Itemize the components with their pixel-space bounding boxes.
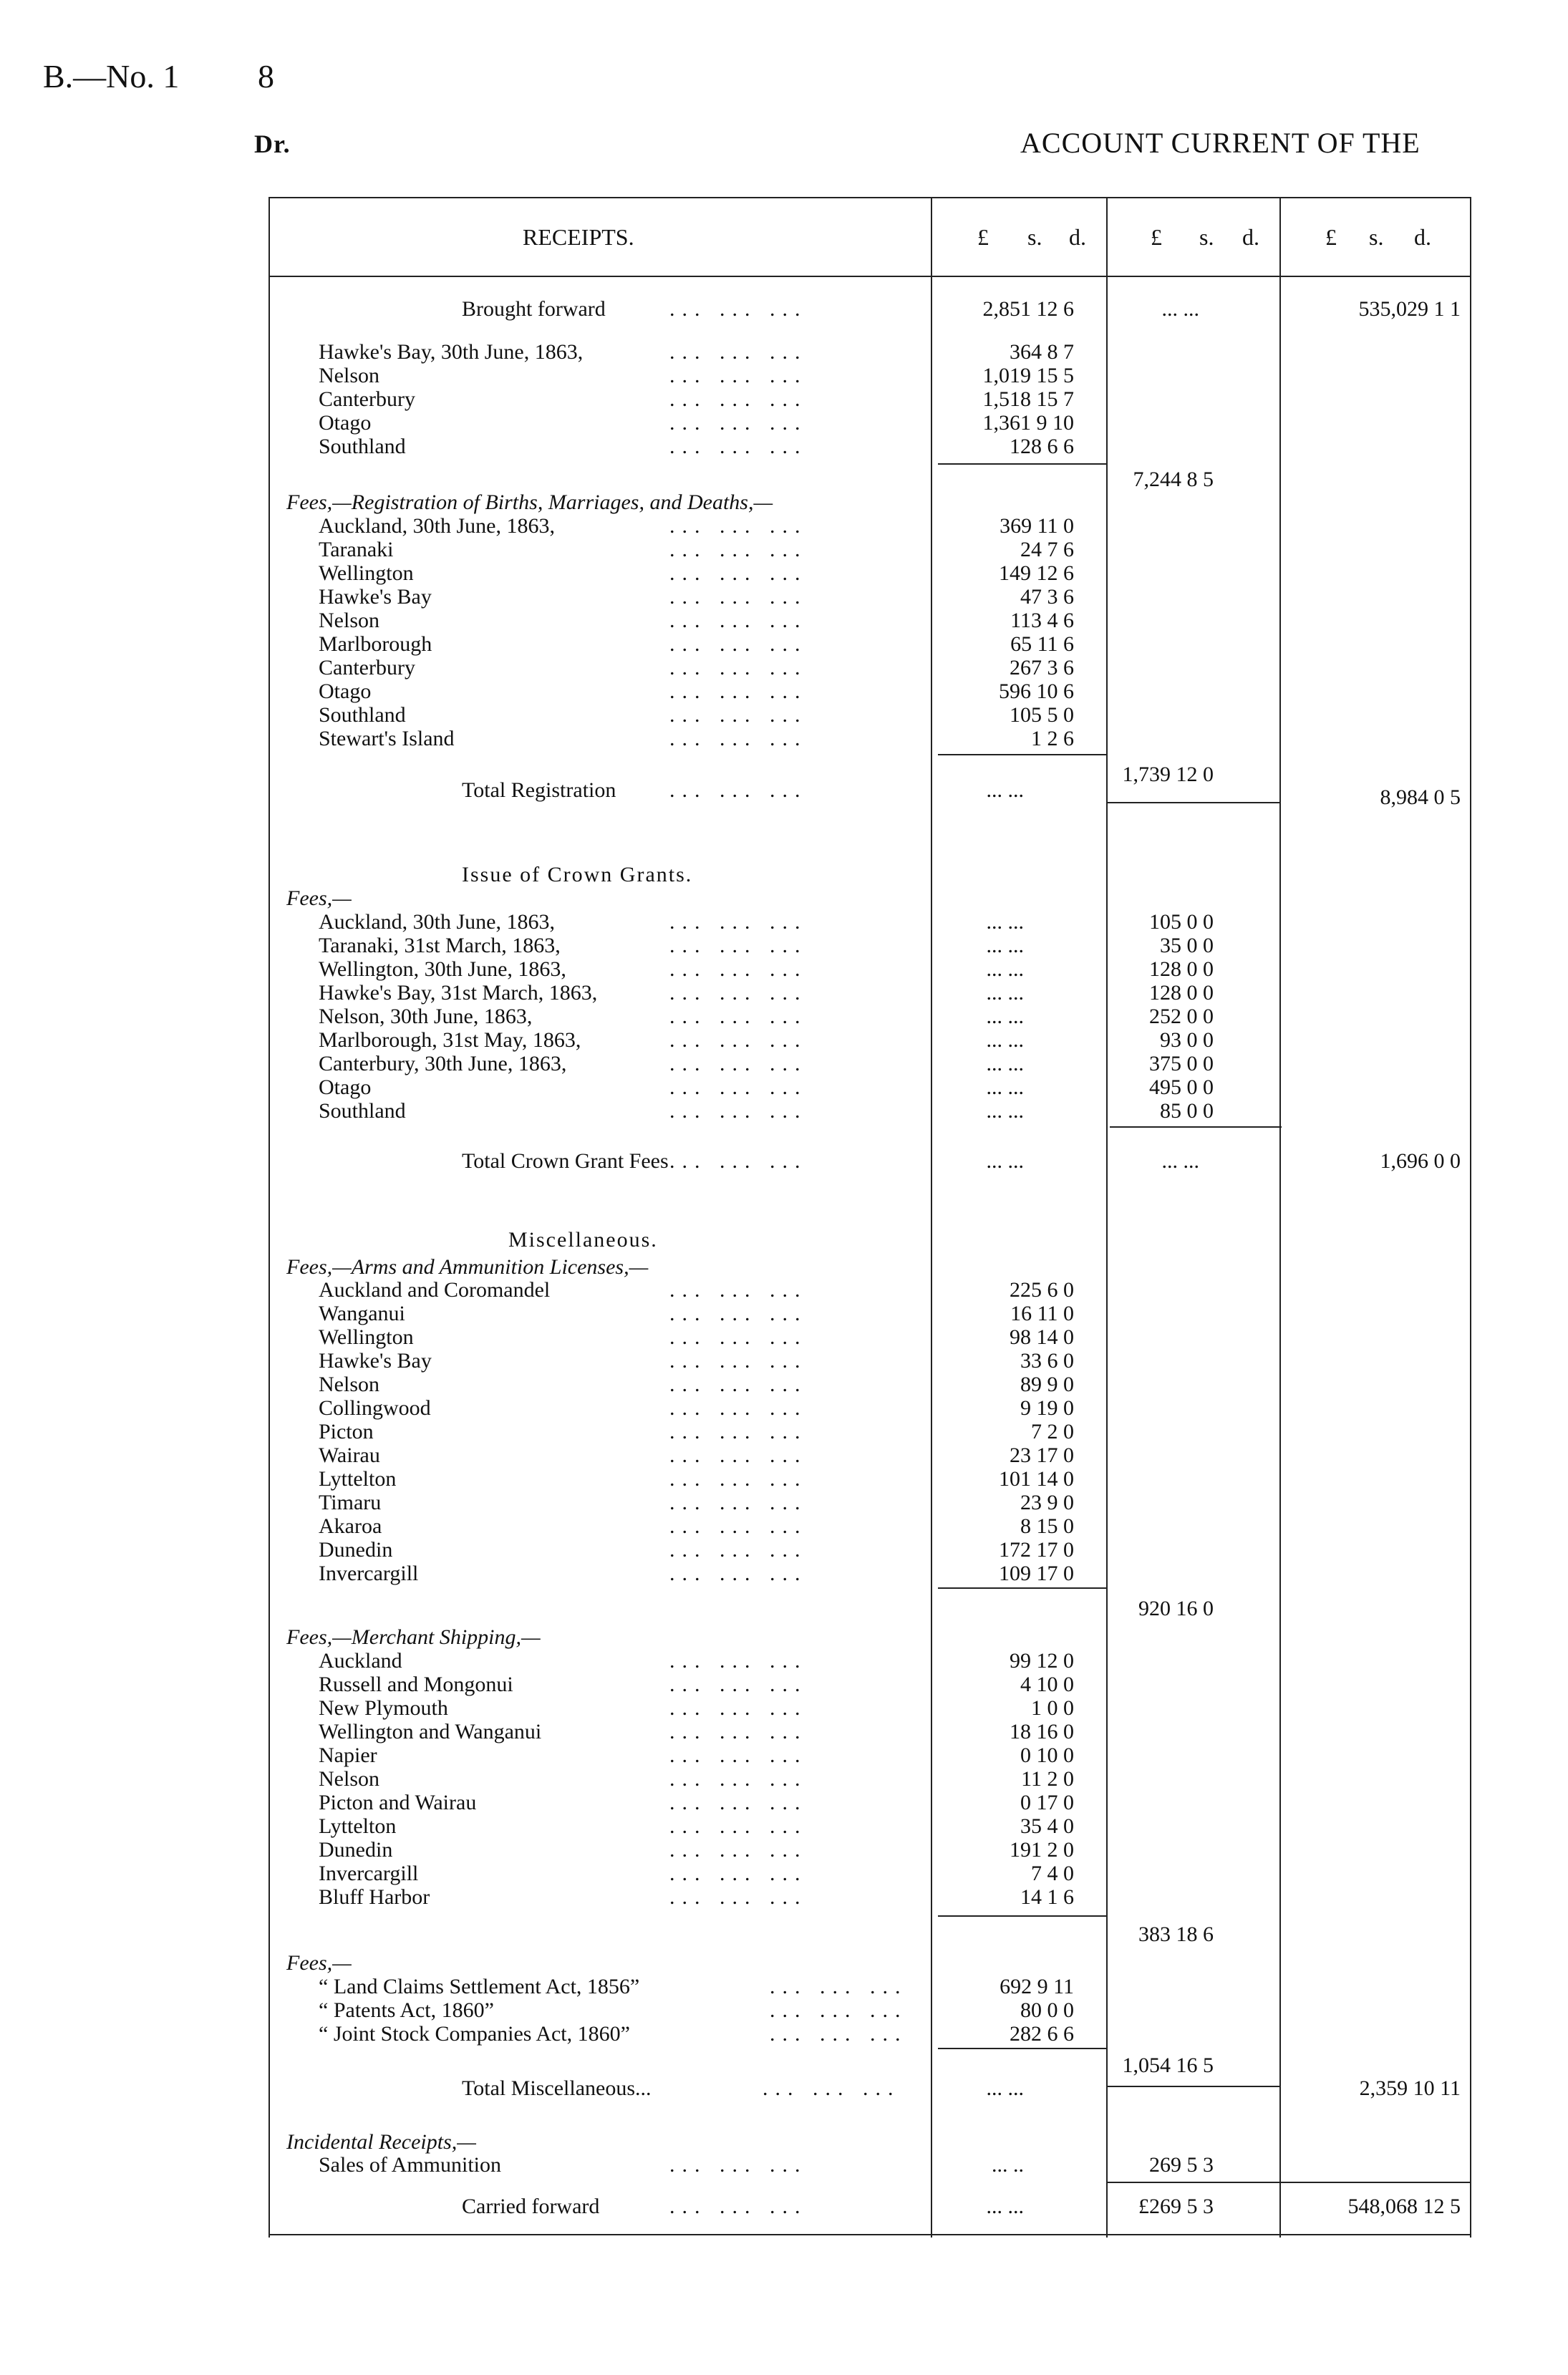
leader-dots: ... ... ... bbox=[669, 1673, 808, 1696]
pence-header: d. bbox=[1069, 224, 1086, 250]
row-label: Hawke's Bay, 30th June, 1863, bbox=[319, 340, 584, 364]
brought-forward-c3: 535,029 1 1 bbox=[1358, 297, 1461, 321]
row-label: Hawke's Bay bbox=[319, 585, 432, 609]
row-amount: 85 0 0 bbox=[1160, 1099, 1214, 1123]
row-label: Canterbury, 30th June, 1863, bbox=[319, 1052, 567, 1075]
receipts-heading: RECEIPTS. bbox=[523, 224, 634, 250]
row-label: Invercargill bbox=[319, 1562, 419, 1585]
row-amount: 105 0 0 bbox=[1149, 910, 1214, 934]
row-label: Hawke's Bay bbox=[319, 1349, 432, 1373]
leader-dots: ... ... ... bbox=[669, 1099, 808, 1123]
row-label: “ Joint Stock Companies Act, 1860” bbox=[319, 2022, 630, 2046]
row-label: Bluff Harbor bbox=[319, 1885, 430, 1909]
row-label: Akaroa bbox=[319, 1514, 382, 1538]
page-reference: B.—No. 1 bbox=[43, 58, 180, 95]
row-amount: 1,518 15 7 bbox=[982, 387, 1074, 411]
row-amount: 14 1 6 bbox=[1020, 1885, 1074, 1909]
row-label: Nelson bbox=[319, 364, 379, 387]
incidental-amount: 269 5 3 bbox=[1149, 2153, 1214, 2177]
brought-forward-label: Brought forward bbox=[462, 297, 606, 321]
leader-dots: ... ... ... bbox=[770, 2022, 908, 2046]
row-label: Hawke's Bay, 31st March, 1863, bbox=[319, 981, 598, 1005]
leader-dots: ... ... ... bbox=[669, 2153, 808, 2177]
row-amount: 101 14 0 bbox=[999, 1467, 1074, 1491]
row-amount: 33 6 0 bbox=[1020, 1349, 1074, 1373]
brought-forward-c2: ... ... bbox=[1161, 297, 1199, 321]
leader-dots: ... ... ... bbox=[669, 1814, 808, 1838]
acts-fees-heading: Fees,— bbox=[286, 1951, 352, 1975]
sum-rule bbox=[1106, 802, 1279, 803]
row-amount: 35 0 0 bbox=[1160, 934, 1214, 957]
pounds-header: £ bbox=[1151, 224, 1162, 250]
row-amount: 98 14 0 bbox=[1010, 1325, 1074, 1349]
row-amount: 80 0 0 bbox=[1020, 1998, 1074, 2022]
sum-rule bbox=[938, 754, 1106, 755]
row-label: Auckland bbox=[319, 1649, 402, 1673]
leader-dots: ... ... ... bbox=[770, 1975, 908, 1998]
leader-dots: ... ... ... bbox=[669, 1420, 808, 1443]
column-divider bbox=[931, 197, 932, 2238]
total-crown-c2: ... ... bbox=[1161, 1149, 1199, 1173]
shipping-heading: Fees,—Merchant Shipping,— bbox=[286, 1625, 541, 1649]
total-misc: 2,359 10 11 bbox=[1359, 2076, 1461, 2100]
row-amount: 1,019 15 5 bbox=[982, 364, 1074, 387]
row-amount: 369 11 0 bbox=[1000, 514, 1074, 538]
row-label: Marlborough, 31st May, 1863, bbox=[319, 1028, 581, 1052]
leader-dots: ... ... ... bbox=[669, 435, 808, 458]
crown-fees-label: Fees,— bbox=[286, 886, 352, 910]
leader-dots: ... ... ... bbox=[669, 340, 808, 364]
row-label: Dunedin bbox=[319, 1838, 393, 1862]
row-label: Collingwood bbox=[319, 1396, 431, 1420]
pounds-header: £ bbox=[977, 224, 989, 250]
row-amount: 99 12 0 bbox=[1010, 1649, 1074, 1673]
leader-dots: ... ... ... bbox=[669, 981, 808, 1005]
row-label: Southland bbox=[319, 1099, 406, 1123]
total-misc-label: Total Miscellaneous... bbox=[462, 2076, 652, 2100]
leader-dots: ... ... ... bbox=[669, 1491, 808, 1514]
total-crown-label: Total Crown Grant Fees bbox=[462, 1149, 669, 1173]
row-c1: ... ... bbox=[986, 1075, 1024, 1099]
row-c1: ... ... bbox=[986, 910, 1024, 934]
leader-dots: ... ... ... bbox=[669, 1373, 808, 1396]
registration-subtotal: 1,739 12 0 bbox=[1122, 763, 1214, 786]
leader-dots: ... ... ... bbox=[669, 1696, 808, 1720]
leader-dots: ... ... ... bbox=[669, 411, 808, 435]
row-c1: ... ... bbox=[986, 1028, 1024, 1052]
row-label: “ Land Claims Settlement Act, 1856” bbox=[319, 1975, 640, 1998]
leader-dots: ... ... ... bbox=[669, 1562, 808, 1585]
leader-dots: ... ... ... bbox=[669, 1443, 808, 1467]
pence-header: d. bbox=[1414, 224, 1431, 250]
row-amount: 8 15 0 bbox=[1020, 1514, 1074, 1538]
leader-dots: ... ... ... bbox=[669, 703, 808, 727]
row-amount: 1,361 9 10 bbox=[982, 411, 1074, 435]
leader-dots: ... ... ... bbox=[669, 1720, 808, 1743]
row-amount: 172 17 0 bbox=[999, 1538, 1074, 1562]
leader-dots: ... ... ... bbox=[669, 297, 808, 321]
total-registration: 8,984 0 5 bbox=[1380, 785, 1461, 809]
row-label: Russell and Mongonui bbox=[319, 1673, 513, 1696]
row-label: Canterbury bbox=[319, 387, 415, 411]
row-label: Auckland and Coromandel bbox=[319, 1278, 551, 1302]
row-label: Marlborough bbox=[319, 632, 432, 656]
sum-rule bbox=[1106, 2086, 1279, 2087]
row-amount: 113 4 6 bbox=[1010, 609, 1074, 632]
row-amount: 692 9 11 bbox=[1000, 1975, 1074, 1998]
leader-dots: ... ... ... bbox=[669, 561, 808, 585]
row-amount: 252 0 0 bbox=[1149, 1005, 1214, 1028]
row-amount: 128 0 0 bbox=[1149, 957, 1214, 981]
row-amount: 0 17 0 bbox=[1020, 1791, 1074, 1814]
carried-forward-c3: 548,068 12 5 bbox=[1347, 2195, 1461, 2218]
arms-total: 920 16 0 bbox=[1138, 1597, 1214, 1620]
leader-dots: ... ... ... bbox=[669, 1862, 808, 1885]
row-label: Otago bbox=[319, 679, 372, 703]
total-misc-c1: ... ... bbox=[986, 2076, 1024, 2100]
row-label: Nelson bbox=[319, 1373, 379, 1396]
row-label: New Plymouth bbox=[319, 1696, 448, 1720]
row-label: Nelson bbox=[319, 1767, 379, 1791]
leader-dots: ... ... ... bbox=[669, 1052, 808, 1075]
arms-heading: Fees,—Arms and Ammunition Licenses,— bbox=[286, 1255, 649, 1279]
leader-dots: ... ... ... bbox=[669, 1767, 808, 1791]
row-amount: 18 16 0 bbox=[1010, 1720, 1074, 1743]
row-label: Wanganui bbox=[319, 1302, 405, 1325]
sum-rule bbox=[1110, 1126, 1282, 1128]
carried-forward-c2: £269 5 3 bbox=[1138, 2195, 1214, 2218]
leader-dots: ... ... ... bbox=[669, 538, 808, 561]
leader-dots: ... ... ... bbox=[669, 1791, 808, 1814]
row-label: Taranaki, 31st March, 1863, bbox=[319, 934, 561, 957]
row-amount: 24 7 6 bbox=[1020, 538, 1074, 561]
row-amount: 47 3 6 bbox=[1020, 585, 1074, 609]
row-c1: ... ... bbox=[986, 957, 1024, 981]
leader-dots: ... ... ... bbox=[763, 2076, 901, 2100]
sum-rule bbox=[938, 1587, 1106, 1589]
row-amount: 267 3 6 bbox=[1010, 656, 1074, 679]
row-label: Invercargill bbox=[319, 1862, 419, 1885]
leader-dots: ... ... ... bbox=[669, 656, 808, 679]
leader-dots: ... ... ... bbox=[669, 387, 808, 411]
leader-dots: ... ... ... bbox=[669, 1838, 808, 1862]
leader-dots: ... ... ... bbox=[669, 1028, 808, 1052]
row-label: Nelson, 30th June, 1863, bbox=[319, 1005, 533, 1028]
leader-dots: ... ... ... bbox=[669, 632, 808, 656]
leader-dots: ... ... ... bbox=[669, 1649, 808, 1673]
row-amount: 4 10 0 bbox=[1020, 1673, 1074, 1696]
row-amount: 23 17 0 bbox=[1010, 1443, 1074, 1467]
crown-grants-heading: Issue of Crown Grants. bbox=[462, 863, 693, 886]
table-border-right bbox=[1470, 197, 1471, 2238]
row-amount: 1 2 6 bbox=[1031, 727, 1074, 750]
row-amount: 0 10 0 bbox=[1020, 1743, 1074, 1767]
row-amount: 35 4 0 bbox=[1020, 1814, 1074, 1838]
carried-forward-label: Carried forward bbox=[462, 2195, 600, 2218]
row-label: Nelson bbox=[319, 609, 379, 632]
row-label: Wellington bbox=[319, 561, 414, 585]
section1-total: 7,244 8 5 bbox=[1133, 468, 1214, 491]
leader-dots: ... ... ... bbox=[669, 957, 808, 981]
row-amount: 225 6 0 bbox=[1010, 1278, 1074, 1302]
row-label: Wellington and Wanganui bbox=[319, 1720, 542, 1743]
shillings-header: s. bbox=[1369, 224, 1384, 250]
leader-dots: ... ... ... bbox=[669, 514, 808, 538]
header-rule bbox=[268, 276, 1471, 277]
leader-dots: ... ... ... bbox=[669, 1467, 808, 1491]
account-title: ACCOUNT CURRENT OF THE bbox=[1020, 127, 1421, 159]
column-divider bbox=[1279, 197, 1281, 2238]
row-amount: 11 2 0 bbox=[1021, 1767, 1074, 1791]
leader-dots: ... ... ... bbox=[669, 609, 808, 632]
total-crown-c1: ... ... bbox=[986, 1149, 1024, 1173]
row-amount: 495 0 0 bbox=[1149, 1075, 1214, 1099]
row-amount: 89 9 0 bbox=[1020, 1373, 1074, 1396]
debit-side-label: Dr. bbox=[254, 130, 291, 158]
row-amount: 282 6 6 bbox=[1010, 2022, 1074, 2046]
leader-dots: ... ... ... bbox=[669, 727, 808, 750]
incidental-heading: Incidental Receipts,— bbox=[286, 2130, 476, 2154]
row-amount: 7 2 0 bbox=[1031, 1420, 1074, 1443]
row-label: “ Patents Act, 1860” bbox=[319, 1998, 494, 2022]
row-label: Wairau bbox=[319, 1443, 380, 1467]
leader-dots: ... ... ... bbox=[669, 1743, 808, 1767]
row-label: Auckland, 30th June, 1863, bbox=[319, 514, 555, 538]
row-label: Otago bbox=[319, 411, 372, 435]
sum-rule bbox=[938, 1915, 1106, 1917]
row-amount: 16 11 0 bbox=[1010, 1302, 1074, 1325]
leader-dots: ... ... ... bbox=[669, 1349, 808, 1373]
row-amount: 7 4 0 bbox=[1031, 1862, 1074, 1885]
leader-dots: ... ... ... bbox=[669, 1396, 808, 1420]
incidental-label: Sales of Ammunition bbox=[319, 2153, 501, 2177]
row-c1: ... ... bbox=[986, 1099, 1024, 1123]
row-c1: ... ... bbox=[986, 981, 1024, 1005]
leader-dots: ... ... ... bbox=[669, 1149, 808, 1173]
row-amount: 105 5 0 bbox=[1010, 703, 1074, 727]
leader-dots: ... ... ... bbox=[669, 934, 808, 957]
leader-dots: ... ... ... bbox=[669, 1302, 808, 1325]
row-label: Wellington bbox=[319, 1325, 414, 1349]
pence-header: d. bbox=[1242, 224, 1259, 250]
sum-rule bbox=[938, 463, 1106, 465]
row-amount: 65 11 6 bbox=[1010, 632, 1074, 656]
row-label: Wellington, 30th June, 1863, bbox=[319, 957, 566, 981]
row-amount: 596 10 6 bbox=[999, 679, 1074, 703]
row-amount: 375 0 0 bbox=[1149, 1052, 1214, 1075]
sum-rule bbox=[938, 2048, 1106, 2049]
column-divider bbox=[1106, 197, 1108, 2238]
total-crown: 1,696 0 0 bbox=[1380, 1149, 1461, 1173]
leader-dots: ... ... ... bbox=[669, 2195, 808, 2218]
row-amount: 128 6 6 bbox=[1010, 435, 1074, 458]
row-label: Picton and Wairau bbox=[319, 1791, 477, 1814]
row-amount: 364 8 7 bbox=[1010, 340, 1074, 364]
carried-rule bbox=[1106, 2182, 1471, 2183]
brought-forward-c1: 2,851 12 6 bbox=[982, 297, 1074, 321]
leader-dots: ... ... ... bbox=[669, 585, 808, 609]
row-amount: 23 9 0 bbox=[1020, 1491, 1074, 1514]
row-label: Lyttelton bbox=[319, 1814, 397, 1838]
row-amount: 93 0 0 bbox=[1160, 1028, 1214, 1052]
row-amount: 149 12 6 bbox=[999, 561, 1074, 585]
row-label: Canterbury bbox=[319, 656, 415, 679]
row-label: Picton bbox=[319, 1420, 374, 1443]
leader-dots: ... ... ... bbox=[669, 1075, 808, 1099]
page-number: 8 bbox=[258, 58, 274, 95]
leader-dots: ... ... ... bbox=[669, 910, 808, 934]
misc-heading: Miscellaneous. bbox=[508, 1228, 658, 1252]
registration-heading: Fees,—Registration of Births, Marriages, and Deaths,— bbox=[286, 490, 773, 514]
table-border-left bbox=[268, 197, 270, 2238]
leader-dots: ... ... ... bbox=[669, 679, 808, 703]
table-bottom-rule bbox=[268, 2234, 1471, 2235]
row-amount: 109 17 0 bbox=[999, 1562, 1074, 1585]
row-amount: 191 2 0 bbox=[1010, 1838, 1074, 1862]
row-c1: ... ... bbox=[986, 1052, 1024, 1075]
row-label: Southland bbox=[319, 435, 406, 458]
row-label: Timaru bbox=[319, 1491, 382, 1514]
leader-dots: ... ... ... bbox=[669, 1325, 808, 1349]
table-top-rule bbox=[268, 197, 1471, 198]
carried-forward-c1: ... ... bbox=[986, 2195, 1024, 2218]
row-amount: 9 19 0 bbox=[1020, 1396, 1074, 1420]
leader-dots: ... ... ... bbox=[669, 364, 808, 387]
total-registration-label: Total Registration bbox=[462, 778, 616, 802]
account-table bbox=[268, 197, 1471, 2238]
row-label: Dunedin bbox=[319, 1538, 393, 1562]
shillings-header: s. bbox=[1027, 224, 1042, 250]
leader-dots: ... ... ... bbox=[669, 1885, 808, 1909]
row-label: Napier bbox=[319, 1743, 377, 1767]
leader-dots: ... ... ... bbox=[669, 778, 808, 802]
row-label: Southland bbox=[319, 703, 406, 727]
acts-total: 1,054 16 5 bbox=[1122, 2054, 1214, 2077]
row-label: Lyttelton bbox=[319, 1467, 397, 1491]
leader-dots: ... ... ... bbox=[669, 1514, 808, 1538]
pounds-header: £ bbox=[1325, 224, 1337, 250]
leader-dots: ... ... ... bbox=[669, 1005, 808, 1028]
row-amount: 1 0 0 bbox=[1031, 1696, 1074, 1720]
shillings-header: s. bbox=[1199, 224, 1214, 250]
total-registration-c1: ... ... bbox=[986, 778, 1024, 802]
row-amount: 128 0 0 bbox=[1149, 981, 1214, 1005]
row-c1: ... ... bbox=[986, 934, 1024, 957]
row-c1: ... ... bbox=[986, 1005, 1024, 1028]
row-label: Stewart's Island bbox=[319, 727, 455, 750]
incidental-c1: ... .. bbox=[992, 2153, 1024, 2177]
leader-dots: ... ... ... bbox=[770, 1998, 908, 2022]
shipping-total: 383 18 6 bbox=[1138, 1922, 1214, 1946]
leader-dots: ... ... ... bbox=[669, 1278, 808, 1302]
row-label: Auckland, 30th June, 1863, bbox=[319, 910, 555, 934]
leader-dots: ... ... ... bbox=[669, 1538, 808, 1562]
row-label: Taranaki bbox=[319, 538, 394, 561]
row-label: Otago bbox=[319, 1075, 372, 1099]
